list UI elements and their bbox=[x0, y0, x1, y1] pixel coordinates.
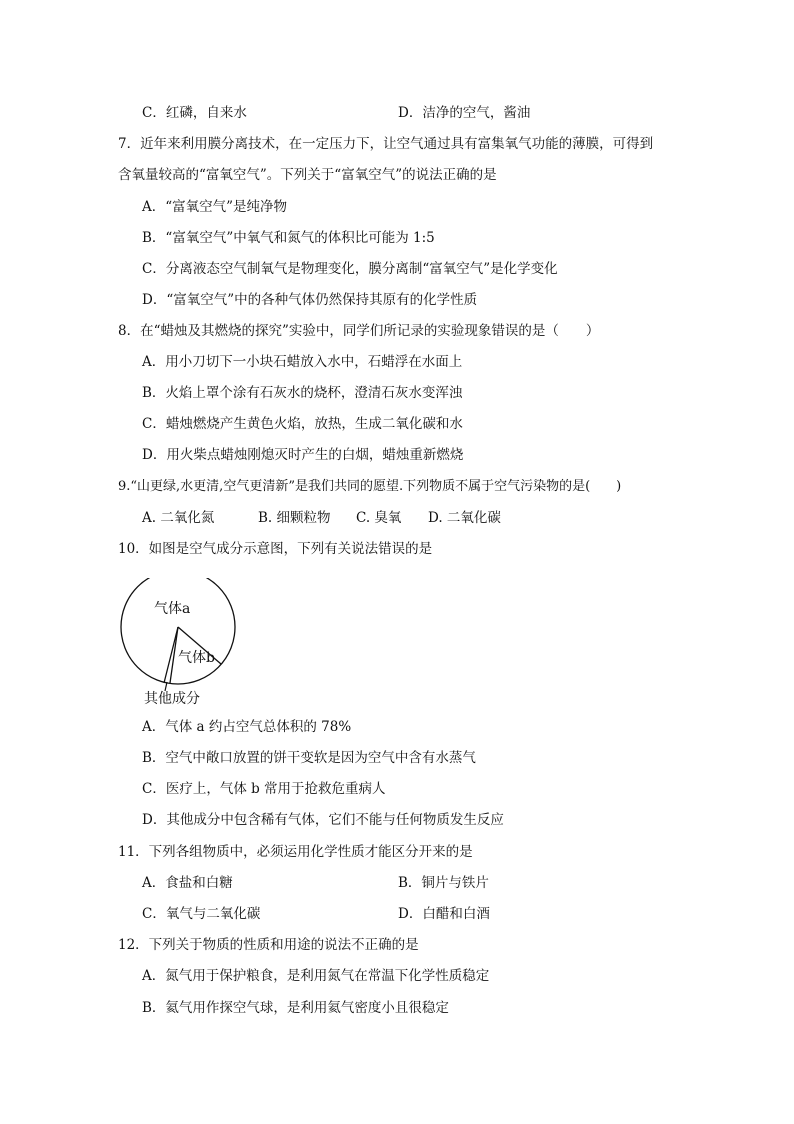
q9-option-d: D. 二氧化碳 bbox=[428, 510, 501, 526]
q10-option-b: B．空气中敞口放置的饼干变软是因为空气中含有水蒸气 bbox=[142, 750, 476, 766]
q9-option-b: B. 细颗粒物 bbox=[258, 510, 331, 526]
q9-option-a: A. 二氧化氮 bbox=[142, 510, 215, 526]
q6-option-d: D．洁净的空气，酱油 bbox=[398, 105, 531, 121]
q7-stem-line-2: 含氧量较高的“富氧空气”。下列关于“富氧空气”的说法正确的是 bbox=[118, 167, 497, 183]
q8-stem: 8．在“蜡烛及其燃烧的探究”实验中，同学们所记录的实验现象错误的是（ ） bbox=[118, 323, 600, 339]
q10-option-a: A．气体 a 约占空气总体积的 78% bbox=[142, 719, 352, 735]
air-composition-diagram bbox=[118, 578, 248, 708]
q11-option-b: B．铜片与铁片 bbox=[398, 875, 489, 891]
q11-option-c: C．氧气与二氧化碳 bbox=[142, 906, 261, 922]
q12-option-a: A．氮气用于保护粮食，是利用氮气在常温下化学性质稳定 bbox=[142, 968, 490, 984]
q11-option-a: A．食盐和白糖 bbox=[142, 875, 233, 891]
q10-option-c: C．医疗上，气体 b 常用于抢救危重病人 bbox=[142, 781, 386, 797]
diagram-label-gas-a: 气体a bbox=[154, 601, 191, 617]
q12-stem: 12．下列关于物质的性质和用途的说法不正确的是 bbox=[118, 937, 419, 953]
q7-option-c: C．分离液态空气制氧气是物理变化，膜分离制“富氧空气”是化学变化 bbox=[142, 261, 558, 277]
q11-stem: 11．下列各组物质中，必须运用化学性质才能区分开来的是 bbox=[118, 844, 473, 860]
q7-option-d: D．“富氧空气”中的各种气体仍然保持其原有的化学性质 bbox=[142, 292, 478, 308]
q10-option-d: D．其他成分中包含稀有气体，它们不能与任何物质发生反应 bbox=[142, 812, 504, 828]
diagram-label-other: 其他成分 bbox=[144, 691, 200, 707]
q9-stem: 9.“山更绿,水更清,空气更清新”是我们共同的愿望.下列物质不属于空气污染物的是( ) bbox=[118, 479, 622, 494]
q8-option-b: B．火焰上罩个涂有石灰水的烧杯，澄清石灰水变浑浊 bbox=[142, 385, 463, 401]
q7-stem-line-1: 7．近年来利用膜分离技术，在一定压力下，让空气通过具有富集氧气功能的薄膜，可得到 bbox=[118, 136, 654, 152]
q8-option-d: D．用火柴点蜡烛刚熄灭时产生的白烟，蜡烛重新燃烧 bbox=[142, 447, 464, 463]
q7-option-a: A．“富氧空气”是纯净物 bbox=[142, 199, 288, 215]
q8-option-c: C．蜡烛燃烧产生黄色火焰，放热，生成二氧化碳和水 bbox=[142, 416, 463, 432]
q6-option-c: C．红磷，自来水 bbox=[142, 105, 247, 121]
q7-option-b: B．“富氧空气”中氧气和氮气的体积比可能为 1:5 bbox=[142, 230, 435, 246]
q9-option-c: C. 臭氧 bbox=[356, 510, 402, 526]
q12-option-b: B．氦气用作探空气球，是利用氦气密度小且很稳定 bbox=[142, 1000, 449, 1016]
diagram-label-gas-b: 气体b bbox=[178, 650, 215, 666]
q8-option-a: A．用小刀切下一小块石蜡放入水中，石蜡浮在水面上 bbox=[142, 354, 463, 370]
q10-stem: 10．如图是空气成分示意图，下列有关说法错误的是 bbox=[118, 541, 433, 557]
q11-option-d: D．白醋和白酒 bbox=[398, 906, 490, 922]
